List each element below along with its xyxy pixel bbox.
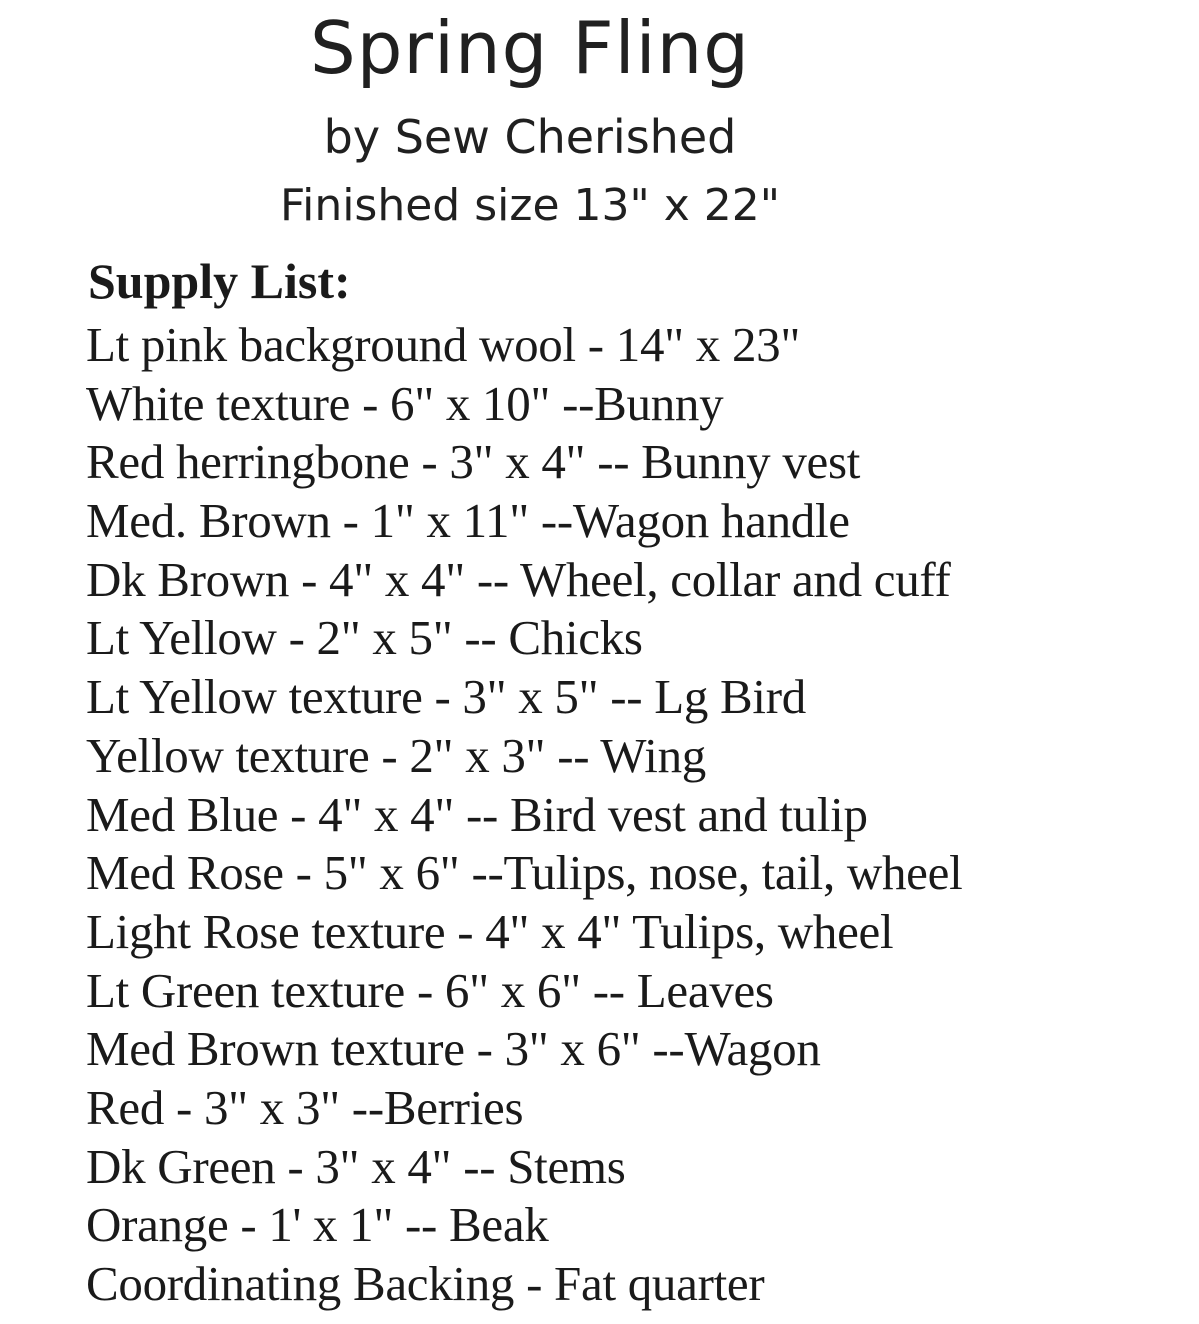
supply-item: Lt Green texture - 6" x 6" -- Leaves [86,962,774,1018]
supply-item: White texture - 6" x 10" --Bunny [86,375,724,431]
supply-item: Red - 3" x 3" --Berries [86,1079,524,1135]
designer-byline: by Sew Cherished [323,110,737,164]
supply-item: Med Rose - 5" x 6" --Tulips, nose, tail, wheel [86,845,963,901]
supply-item: Yellow texture - 2" x 3" -- Wing [86,727,707,783]
supply-item: Coordinating Backing - Fat quarter [86,1256,765,1311]
supply-item: Red herringbone - 3" x 4" -- Bunny vest [86,434,861,490]
supply-item: Dk Green - 3" x 4" -- Stems [86,1138,626,1194]
supply-item: Lt Yellow texture - 3" x 5" -- Lg Bird [86,669,806,725]
supply-list [86,316,962,1314]
supply-item: Med Brown texture - 3" x 6" --Wagon [86,1021,821,1077]
supply-item: Orange - 1' x 1" -- Beak [86,1197,549,1253]
supply-item: Lt Yellow - 2" x 5" -- Chicks [86,610,643,666]
supply-item: Lt pink background wool - 14" x 23" [86,317,801,372]
supply-list-heading: Supply List: [88,253,351,309]
supply-item: Dk Brown - 4" x 4" -- Wheel, collar and cuff [86,551,951,607]
supply-item: Med. Brown - 1" x 11" --Wagon handle [86,493,850,549]
supply-item: Med Blue - 4" x 4" -- Bird vest and tulip [86,786,868,842]
page-title: Spring Fling [310,6,750,90]
supply-item: Light Rose texture - 4" x 4" Tulips, wheel [86,903,894,959]
finished-size: Finished size 13" x 22" [279,180,780,231]
